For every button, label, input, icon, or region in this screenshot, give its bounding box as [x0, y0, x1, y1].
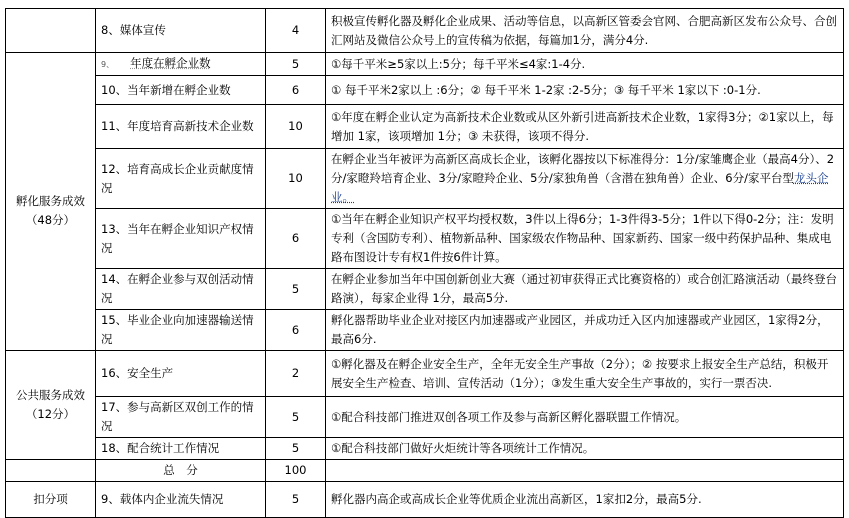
item-number: 9、	[101, 60, 115, 69]
score-cell: 6	[266, 310, 326, 351]
criteria-cell: 孵化器内高企或高成长企业等优质企业流出高新区，1家扣2分，最高5分.	[326, 482, 844, 518]
criteria-link[interactable]: 龙头企业。	[331, 171, 829, 204]
score-cell: 2	[266, 351, 326, 397]
category-cell	[6, 9, 96, 53]
item-cell: 14、在孵企业参与双创活动情况	[96, 269, 266, 310]
table-row	[6, 105, 844, 149]
criteria-cell: ①每千平米≥5家以上:5分；每千平米≤4家:1-4分.	[326, 53, 844, 76]
table-row	[6, 53, 844, 76]
score-cell: 5	[266, 438, 326, 460]
item-cell: 13、当年在孵企业知识产权情况	[96, 209, 266, 269]
item-cell: 17、参与高新区双创工作的情况	[96, 397, 266, 438]
category-cell	[6, 460, 96, 482]
criteria-cell: 在孵企业参加当年中国创新创业大赛（通过初审获得正式比赛资格的）或合创汇路演活动（最终登台路演），每家企业得 1分，最高5分.	[326, 269, 844, 310]
score-cell: 5	[266, 53, 326, 76]
item-cell: 10、当年新增在孵企业数	[96, 76, 266, 105]
total-score: 100	[266, 460, 326, 482]
table-row	[6, 438, 844, 460]
score-cell: 4	[266, 9, 326, 53]
table-row	[6, 209, 844, 269]
criteria-cell: ①年度在孵企业认定为高新技术企业数或从区外新引进高新技术企业数，1家得3分；②1家以上，每增加 1家，该项增加 1分；③ 未获得，该项不得分.	[326, 105, 844, 149]
item-cell: 15、毕业企业向加速器输送情况	[96, 310, 266, 351]
score-cell: 5	[266, 269, 326, 310]
criteria-text: 在孵企业当年被评为高新区高成长企业，该孵化器按以下标准得分：1分/家雏鹰企业（最高4分）、2分/家瞪羚培育企业、3分/家瞪羚企业、5分/家独角兽（含潜在独角兽）企业、6分/家平台型	[331, 152, 835, 185]
table-row	[6, 76, 844, 105]
score-cell: 6	[266, 76, 326, 105]
score-cell: 6	[266, 209, 326, 269]
item-cell: 12、培育高成长企业贡献度情况	[96, 149, 266, 209]
category-incubation: 孵化服务成效（48分）	[6, 53, 96, 351]
table-row	[6, 269, 844, 310]
criteria-cell: ①配合科技部门推进双创各项工作及参与高新区孵化器联盟工作情况。	[326, 397, 844, 438]
item-cell: 11、年度培育高新技术企业数	[96, 105, 266, 149]
score-cell: 10	[266, 149, 326, 209]
item-cell	[96, 53, 266, 76]
item-label: 年度在孵企业数	[130, 56, 211, 70]
item-cell: 16、安全生产	[96, 351, 266, 397]
criteria-cell: 积极宣传孵化器及孵化企业成果、活动等信息，以高新区管委会官网、合肥高新区发布公众号、合创汇网站及微信公众号上的宣传稿为依据，每篇加1分，满分4分.	[326, 9, 844, 53]
criteria-cell: 孵化器帮助毕业企业对接区内加速器或产业园区，并成功迁入区内加速器或产业园区，1家得2分，最高6分.	[326, 310, 844, 351]
total-row	[6, 460, 844, 482]
score-cell: 5	[266, 482, 326, 518]
scoring-table	[5, 8, 844, 518]
category-public: 公共服务成效（12分）	[6, 351, 96, 460]
criteria-cell: ① 每千平米2家以上 :6分；② 每千平米 1-2家 :2-5分；③ 每千平米 1家以下 :0-1分.	[326, 76, 844, 105]
table-row	[6, 310, 844, 351]
criteria-cell: ①当年在孵企业知识产权平均授权数，3件以上得6分；1-3件得3-5分；1件以下得0-2分；注：发明专利（含国防专利）、植物新品种、国家级农作物品种、国家新药、国家一级中药保护品种、集成电路布图设计专有权1件按6件计算。	[326, 209, 844, 269]
item-cell: 18、配合统计工作情况	[96, 438, 266, 460]
deduction-row	[6, 482, 844, 518]
item-cell: 9、载体内企业流失情况	[96, 482, 266, 518]
table-row	[6, 351, 844, 397]
criteria-cell	[326, 149, 844, 209]
total-label: 总 分	[96, 460, 266, 482]
score-cell: 10	[266, 105, 326, 149]
criteria-cell: ①配合科技部门做好火炬统计等各项统计工作情况。	[326, 438, 844, 460]
criteria-cell: ①孵化器及在孵企业安全生产，全年无安全生产事故（2分）；② 按要求上报安全生产总结，积极开展安全生产检查、培训、宣传活动（1分）；③发生重大安全生产事故的，实行一票否决.	[326, 351, 844, 397]
criteria-cell	[326, 460, 844, 482]
item-cell: 8、媒体宣传	[96, 9, 266, 53]
table-row	[6, 9, 844, 53]
table-row	[6, 397, 844, 438]
category-deduction: 扣分项	[6, 482, 96, 518]
table-row	[6, 149, 844, 209]
score-cell: 5	[266, 397, 326, 438]
